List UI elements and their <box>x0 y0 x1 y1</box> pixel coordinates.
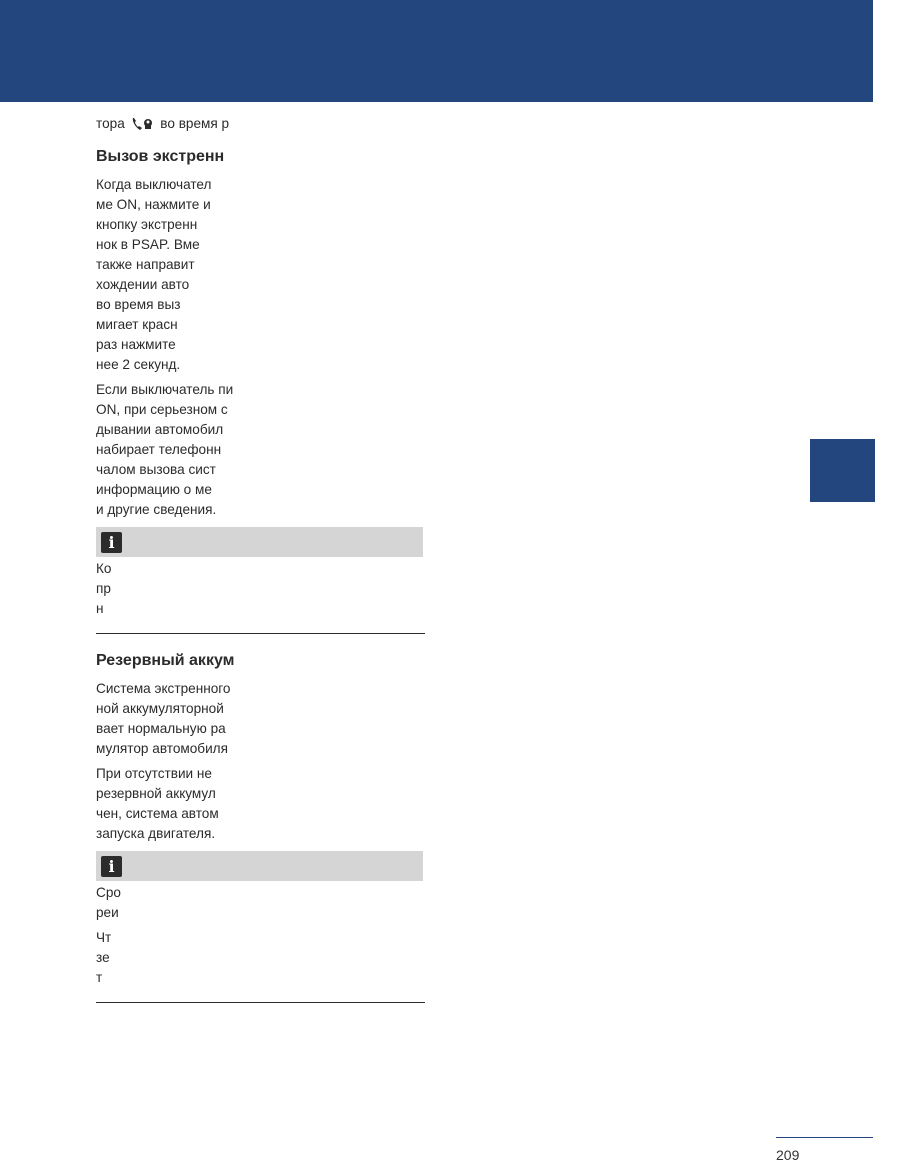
phone-sos-icon <box>131 116 155 138</box>
chapter-tab <box>810 439 875 502</box>
section-title-emergency: Вызов экстренн <box>96 148 225 165</box>
paragraph: При отсутствии не резервной аккумул чен, система автом запуска двигателя. <box>96 766 219 841</box>
note-header <box>96 851 423 881</box>
paragraph: Система экстренного ной аккумуляторной вает нормальную ра мулятор автомобиля <box>96 681 231 756</box>
info-note <box>96 527 425 634</box>
info-icon: i <box>101 856 122 877</box>
paragraph: Когда выключател ме ON, нажмите и кнопку экстренн нок в PSAP. Вме также направит хождении авто во время выз мигает красн раз нажмите нее 2 секунд. <box>96 177 212 372</box>
info-note <box>96 851 425 1003</box>
footer-divider <box>776 1137 873 1138</box>
info-icon: i <box>101 532 122 553</box>
note-body: Ко пр н <box>96 561 112 616</box>
paragraph: Если выключатель пи ON, при серьезном с дывании автомобил набирает телефонн чалом вызова сист информацию о ме и другие сведения. <box>96 382 234 517</box>
intro-line: тора во время р <box>96 114 425 138</box>
page-number: 209 <box>776 1147 800 1163</box>
section-title-backup-battery: Резервный аккум <box>96 652 235 669</box>
note-header <box>96 527 423 557</box>
text-column <box>96 114 425 1003</box>
header-band <box>0 0 873 102</box>
note-body: Сро реи Чт зе т <box>96 885 121 985</box>
note-divider <box>96 1002 425 1003</box>
